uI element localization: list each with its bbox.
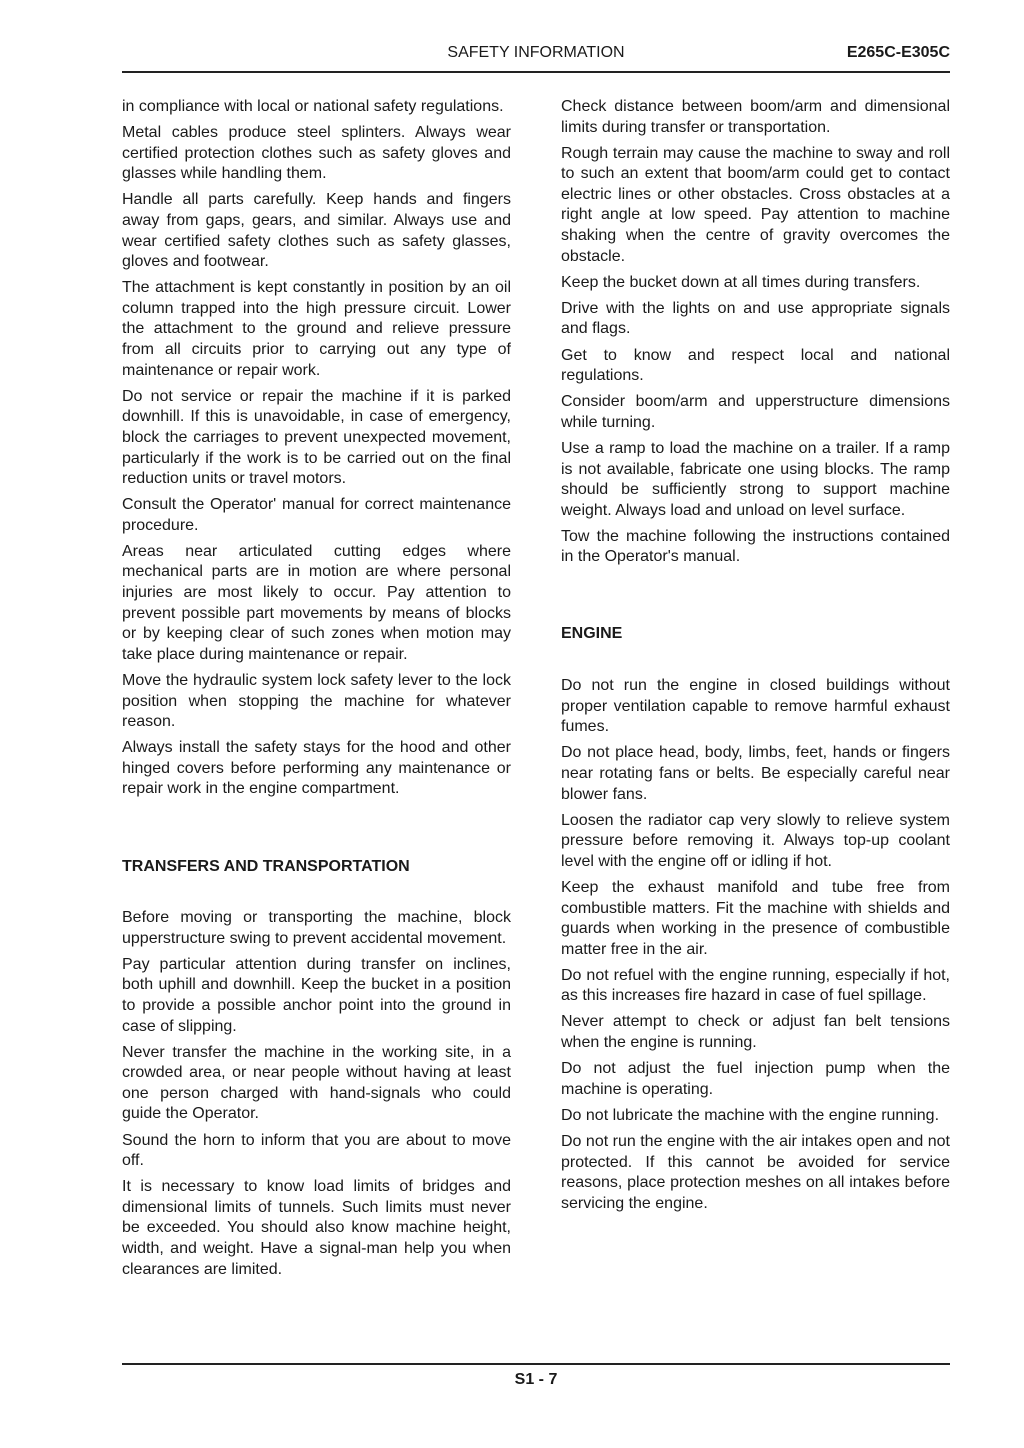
- paragraph: Keep the bucket down at all times during transfers.: [561, 273, 921, 291]
- paragraph: Drive with the lights on and use appropriate signals and flags.: [561, 299, 950, 338]
- paragraph: Do not service or repair the machine if it is parked downhill. If this is unavoidable, in case of emergency, block the carriages to prevent unexpected movement, particularly if the work is to be carried out on the final reduction units or travel motors.: [122, 387, 511, 488]
- paragraph: Never transfer the machine in the working site, in a crowded area, or near people without having at least one person charged with hand-signals who could guide the Operator.: [122, 1043, 511, 1123]
- section-heading-engine: ENGINE: [561, 625, 623, 643]
- model-number: E265C-E305C: [846, 44, 950, 61]
- paragraph: Areas near articulated cutting edges where mechanical parts are in motion are where personal injuries are most likely to occur. Pay attention to prevent possible part movements by means of blocks or by keeping clear of such zones when motion may take place during maintenance or repair.: [122, 542, 511, 663]
- paragraph: Consult the Operator' manual for correct maintenance procedure.: [122, 496, 511, 534]
- paragraph: Consider boom/arm and upperstructure dimensions while turning.: [561, 393, 950, 431]
- paragraph: Move the hydraulic system lock safety lever to the lock position when stopping the machine for whatever reason.: [122, 671, 511, 731]
- paragraph: It is necessary to know load limits of bridges and dimensional limits of tunnels. Such limits must never be exceeded. You should also know machine height, width, and weight. Have a signal-man help you when clearances are limited.: [122, 1178, 511, 1278]
- paragraph: Do not run the engine in closed buildings without proper ventilation capable to remove harmful exhaust fumes.: [561, 677, 950, 736]
- paragraph: Do not run the engine with the air intakes open and not protected. If this cannot be avoided for service reasons, place protection meshes on all intakes before servicing the engine.: [561, 1132, 950, 1212]
- paragraph: Pay particular attention during transfer on inclines, both uphill and downhill. Keep the bucket in a position to provide a possible anchor point into the ground in case of slipping.: [122, 955, 511, 1035]
- paragraph: Keep the exhaust manifold and tube free from combustible matters. Fit the machine with shields and guards when working in the presence of combustible matter free in the air.: [561, 878, 950, 958]
- footer-divider: [122, 1363, 950, 1365]
- section-heading-transfers: TRANSFERS AND TRANSPORTATION: [122, 857, 410, 875]
- paragraph: Handle all parts carefully. Keep hands and fingers away from gaps, gears, and similar. Always use and wear certified safety clothes such as safety glasses, gloves and footwear.: [122, 191, 511, 271]
- paragraph: Before moving or transporting the machine, block upperstructure swing to prevent accidental movement.: [122, 909, 511, 947]
- paragraph: Tow the machine following the instructions contained in the Operator's manual.: [561, 527, 950, 566]
- page-number: S1 - 7: [514, 1371, 558, 1388]
- paragraph: Do not adjust the fuel injection pump when the machine is operating.: [561, 1060, 950, 1098]
- paragraph: Do not place head, body, limbs, feet, hands or fingers near rotating fans or belts. Be especially careful near blower fans.: [561, 744, 950, 803]
- paragraph: Do not lubricate the machine with the engine running.: [561, 1106, 940, 1124]
- paragraph: in compliance with local or national safety regulations.: [122, 98, 504, 115]
- paragraph: Do not refuel with the engine running, especially if hot, as this increases fire hazard in case of fuel spillage.: [561, 966, 950, 1005]
- paragraph: Get to know and respect local and national regulations.: [561, 346, 950, 385]
- section-title: SAFETY INFORMATION: [447, 44, 625, 61]
- paragraph: Sound the horn to inform that you are about to move off.: [122, 1131, 511, 1170]
- page-header: [122, 44, 950, 64]
- paragraph: Use a ramp to load the machine on a trailer. If a ramp is not available, fabricate one using blocks. The ramp should be sufficiently strong to support machine weight. Always load and unload on level surface.: [561, 439, 950, 519]
- paragraph: Check distance between boom/arm and dimensional limits during transfer or transportation.: [561, 98, 950, 136]
- paragraph: Rough terrain may cause the machine to sway and roll to such an extent that boom/arm could get to contact electric lines or other obstacles. Cross obstacles at a right angle at low speed. Pay attention to machine shaking when the centre of gravity overcomes the obstacle.: [561, 144, 950, 265]
- header-divider: [122, 71, 950, 73]
- paragraph: Never attempt to check or adjust fan belt tensions when the engine is running.: [561, 1013, 950, 1052]
- paragraph: The attachment is kept constantly in position by an oil column trapped into the high pressure circuit. Lower the attachment to the ground and relieve pressure from all circuits prior to carrying out any type of maintenance or repair work.: [122, 279, 511, 379]
- left-column: [122, 97, 511, 1286]
- right-column: [561, 97, 950, 1220]
- paragraph: Always install the safety stays for the hood and other hinged covers before performing any maintenance or repair work in the engine compartment.: [122, 739, 511, 798]
- paragraph: Loosen the radiator cap very slowly to relieve system pressure before removing it. Always top-up coolant level with the engine off or idling if hot.: [561, 811, 950, 870]
- paragraph: Metal cables produce steel splinters. Always wear certified protection clothes such as safety gloves and glasses while handling them.: [122, 124, 511, 183]
